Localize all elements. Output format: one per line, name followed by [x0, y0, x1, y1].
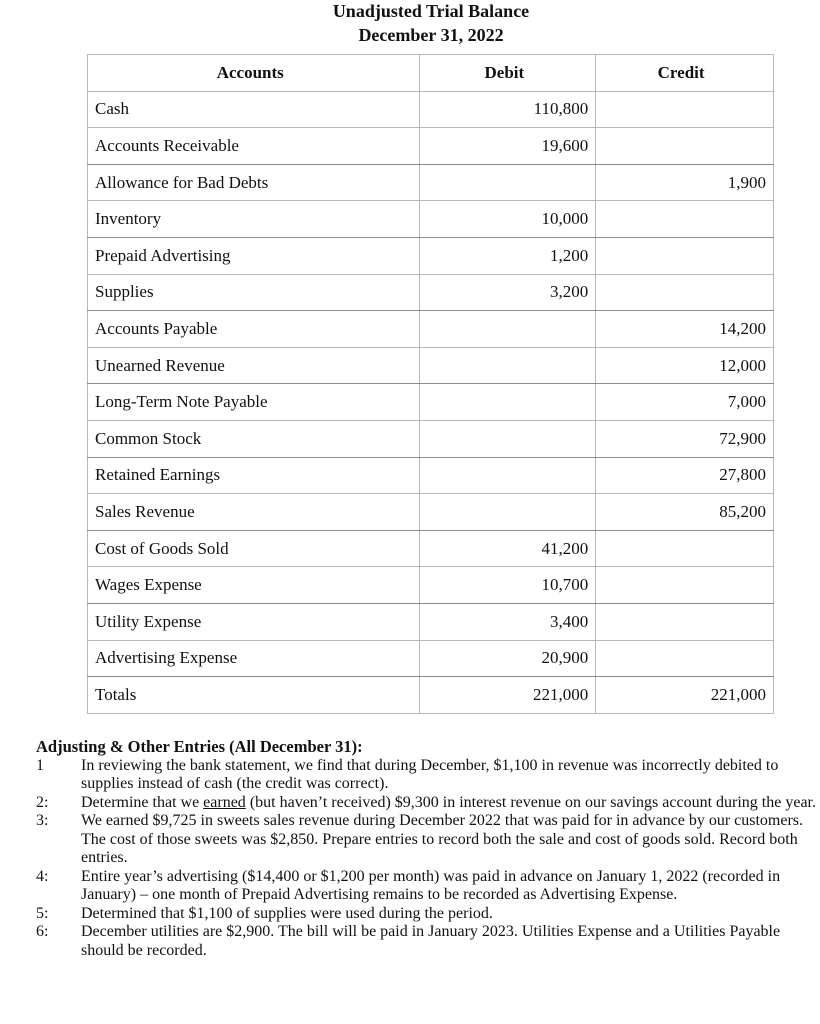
- table-row: [88, 384, 774, 421]
- document-date: December 31, 2022: [358, 25, 504, 45]
- account-cell: Sales Revenue: [88, 494, 420, 531]
- account-cell: Cash: [88, 91, 420, 128]
- entry-number: 4:: [36, 867, 49, 885]
- credit-cell: [596, 603, 774, 640]
- account-cell: Inventory: [88, 201, 420, 238]
- account-cell: Totals: [88, 677, 420, 714]
- entry-text: [81, 794, 816, 813]
- accounts-column-header: Accounts: [88, 55, 420, 92]
- entry-text-part: Determine that we: [81, 793, 204, 811]
- debit-cell: [420, 420, 596, 457]
- credit-cell: [596, 567, 774, 604]
- debit-cell: 10,000: [420, 201, 596, 238]
- credit-cell: 1,900: [596, 164, 774, 201]
- table-row: [88, 164, 774, 201]
- credit-cell: 27,800: [596, 457, 774, 494]
- account-cell: Common Stock: [88, 420, 420, 457]
- entry-number: 2:: [36, 793, 49, 811]
- trial-balance-body: [88, 91, 774, 713]
- entry-text-part: In reviewing the bank statement, we find that during December, $1,100 in revenue was incorrectly debited to supplies instead of cash (the credit was correct).: [81, 756, 779, 792]
- entry-text: [81, 923, 816, 960]
- account-cell: Unearned Revenue: [88, 347, 420, 384]
- debit-cell: 10,700: [420, 567, 596, 604]
- table-row: [88, 530, 774, 567]
- credit-cell: 7,000: [596, 384, 774, 421]
- table-row: [88, 274, 774, 311]
- entry-text-part: Determined that $1,100 of supplies were used during the period.: [81, 904, 493, 922]
- debit-cell: [420, 384, 596, 421]
- table-row: [88, 201, 774, 238]
- table-row: [88, 494, 774, 531]
- entry-text-part: (but haven’t received) $9,300 in interest revenue on our savings account during the year.: [245, 793, 816, 811]
- adjusting-entry: [36, 868, 816, 905]
- account-cell: Accounts Receivable: [88, 128, 420, 165]
- credit-cell: 221,000: [596, 677, 774, 714]
- debit-cell: 3,400: [420, 603, 596, 640]
- debit-cell: [420, 164, 596, 201]
- debit-cell: 3,200: [420, 274, 596, 311]
- entry-text-part: We earned $9,725 in sweets sales revenue during December 2022 that was paid for in advance by our customers. The cost of those sweets was $2,850. Prepare entries to record both the sale and cost of goods sold. Record both entries.: [81, 812, 804, 866]
- entry-text: [81, 757, 816, 794]
- adjusting-entry: [36, 812, 816, 868]
- account-cell: Advertising Expense: [88, 640, 420, 677]
- table-row: [88, 420, 774, 457]
- table-row: [88, 128, 774, 165]
- account-cell: Accounts Payable: [88, 311, 420, 348]
- adjusting-entry: [36, 905, 816, 924]
- adjusting-entries-list: [36, 757, 816, 961]
- trial-balance-table: [87, 54, 774, 714]
- credit-cell: [596, 91, 774, 128]
- debit-cell: [420, 457, 596, 494]
- entry-number: 1: [36, 756, 44, 774]
- entry-number: 6:: [36, 923, 49, 940]
- entry-number: 5:: [36, 904, 49, 922]
- account-cell: Prepaid Advertising: [88, 237, 420, 274]
- account-cell: Utility Expense: [88, 603, 420, 640]
- credit-column-header: Credit: [596, 55, 774, 92]
- table-row: [88, 311, 774, 348]
- adjusting-entries-section: [36, 738, 816, 960]
- debit-cell: 20,900: [420, 640, 596, 677]
- account-cell: Retained Earnings: [88, 457, 420, 494]
- table-row: [88, 567, 774, 604]
- account-cell: Cost of Goods Sold: [88, 530, 420, 567]
- credit-cell: 14,200: [596, 311, 774, 348]
- debit-cell: [420, 347, 596, 384]
- account-cell: Allowance for Bad Debts: [88, 164, 420, 201]
- entry-number: 3:: [36, 812, 49, 829]
- debit-cell: [420, 311, 596, 348]
- adjusting-entry: [36, 794, 816, 813]
- debit-cell: 41,200: [420, 530, 596, 567]
- entry-emphasis: earned: [203, 793, 246, 811]
- debit-cell: [420, 494, 596, 531]
- table-header-row: [88, 55, 774, 92]
- debit-cell: 19,600: [420, 128, 596, 165]
- debit-cell: 1,200: [420, 237, 596, 274]
- account-cell: Supplies: [88, 274, 420, 311]
- table-row: [88, 640, 774, 677]
- account-cell: Long-Term Note Payable: [88, 384, 420, 421]
- table-row: [88, 603, 774, 640]
- credit-cell: [596, 274, 774, 311]
- entry-text-part: Entire year’s advertising ($14,400 or $1,200 per month) was paid in advance on January 1, 2022 (recorded in January) – one month of Prepaid Advertising remains to be recorded as Advertising Expense.: [81, 867, 781, 903]
- credit-cell: 12,000: [596, 347, 774, 384]
- table-row: [88, 457, 774, 494]
- credit-cell: [596, 530, 774, 567]
- adjusting-entries-heading: Adjusting & Other Entries (All December 31):: [36, 737, 363, 756]
- credit-cell: [596, 640, 774, 677]
- entry-text: [81, 905, 816, 924]
- entry-text-part: December utilities are $2,900. The bill will be paid in January 2023. Utilities Expense and a Utilities Payable should be recorded.: [81, 923, 781, 959]
- table-row: [88, 677, 774, 714]
- account-cell: Wages Expense: [88, 567, 420, 604]
- debit-column-header: Debit: [420, 55, 596, 92]
- adjusting-entry: [36, 923, 816, 960]
- table-row: [88, 347, 774, 384]
- entry-text: [81, 868, 816, 905]
- document-title: Unadjusted Trial Balance: [332, 1, 530, 21]
- credit-cell: [596, 201, 774, 238]
- credit-cell: [596, 128, 774, 165]
- table-row: [88, 91, 774, 128]
- debit-cell: 221,000: [420, 677, 596, 714]
- adjusting-entry: [36, 757, 816, 794]
- entry-text: [81, 812, 816, 868]
- credit-cell: [596, 237, 774, 274]
- debit-cell: 110,800: [420, 91, 596, 128]
- credit-cell: 85,200: [596, 494, 774, 531]
- credit-cell: 72,900: [596, 420, 774, 457]
- table-row: [88, 237, 774, 274]
